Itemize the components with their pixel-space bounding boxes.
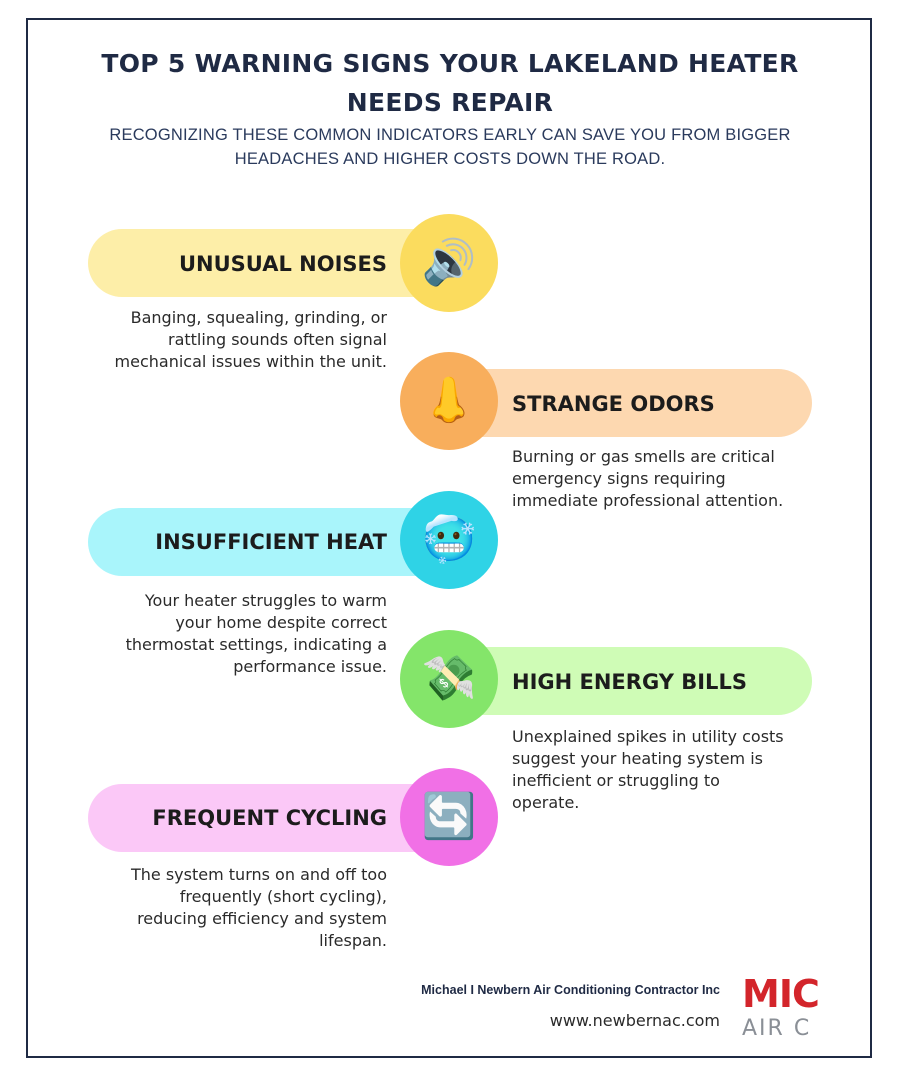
page-title: TOP 5 WARNING SIGNS YOUR LAKELAND HEATER NEEDS REPAIR — [101, 49, 799, 117]
sign-description: Unexplained spikes in utility costs suggest your heating system is inefficient or struggling to operate. — [512, 727, 784, 812]
sign-description: Banging, squealing, grinding, or rattling sounds often signal mechanical issues within the unit. — [114, 308, 387, 371]
sign-description: Your heater struggles to warm your home despite correct thermostat settings, indicating a performance issue. — [125, 591, 387, 676]
website-link[interactable]: www.newbernac.com — [549, 1011, 720, 1030]
money-wings-icon: 💸 — [400, 630, 498, 728]
page-subtitle: RECOGNIZING THESE COMMON INDICATORS EARLY CAN SAVE YOU FROM BIGGER HEADACHES AND HIGHER COSTS DOWN THE ROAD. — [109, 126, 791, 168]
sign-label: INSUFFICIENT HEAT — [155, 530, 387, 554]
sign-label: FREQUENT CYCLING — [152, 806, 387, 830]
sign-label: HIGH ENERGY BILLS — [512, 670, 747, 694]
logo-text-top: MIC — [742, 972, 819, 1016]
sign-description: The system turns on and off too frequently (short cycling), reducing efficiency and system lifespan. — [131, 865, 387, 950]
company-logo — [740, 972, 819, 1044]
speaker-icon: 🔊 — [400, 214, 498, 312]
cold-face-icon: 🥶 — [400, 491, 498, 589]
nose-icon: 👃 — [400, 352, 498, 450]
cycle-arrows-icon: 🔄 — [400, 768, 498, 866]
sign-label: UNUSUAL NOISES — [179, 252, 387, 276]
sign-description: Burning or gas smells are critical emergency signs requiring immediate professional attention. — [512, 447, 784, 510]
sign-label: STRANGE ODORS — [512, 392, 715, 416]
logo-text-bottom: AIR C — [742, 1016, 812, 1041]
company-name: Michael I Newbern Air Conditioning Contractor Inc — [421, 983, 720, 997]
